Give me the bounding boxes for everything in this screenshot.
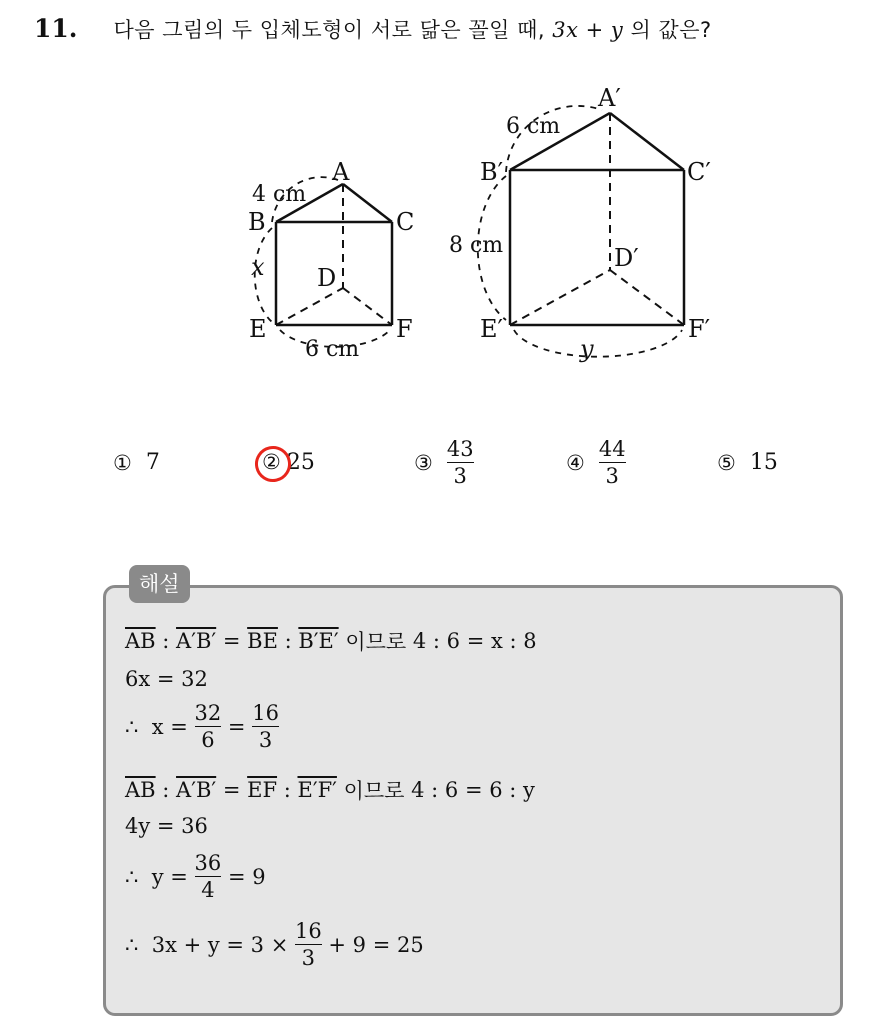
label-large-y: y bbox=[580, 335, 594, 363]
label-large-F: F′ bbox=[688, 315, 711, 343]
choice-2[interactable] bbox=[262, 450, 315, 475]
solution-line-5: 4y = 36 bbox=[125, 814, 208, 838]
label-large-be: 8 cm bbox=[449, 233, 504, 258]
segment-EF: $\overline{EF}$ bbox=[247, 778, 278, 802]
segment-AB: $\overline{AB}$ bbox=[125, 629, 156, 653]
ratio-colon: : bbox=[155, 778, 177, 802]
choice-5[interactable] bbox=[717, 450, 778, 475]
question-prompt-end: 의 값은? bbox=[630, 18, 712, 42]
label-large-ab: 6 cm bbox=[506, 114, 561, 139]
ratio-colon: : bbox=[277, 629, 299, 653]
solution-line-7 bbox=[125, 918, 424, 971]
choice-1-value: 7 bbox=[145, 450, 160, 475]
question-expression: 3x + y bbox=[552, 18, 624, 42]
label-large-E: E′ bbox=[480, 315, 503, 343]
choice-3-numerator: 43 bbox=[446, 437, 474, 461]
equals-sign: = bbox=[216, 629, 248, 653]
choice-2-marker bbox=[262, 450, 287, 475]
segment-BE: $\overline{BE}$ bbox=[247, 629, 278, 653]
question-number: 11. bbox=[34, 14, 78, 43]
prism-figure bbox=[0, 0, 884, 420]
denominator: 6 bbox=[201, 728, 215, 752]
segment-A-prime-B-prime: A′B′ bbox=[176, 629, 217, 653]
solution-line-2: 6x = 32 bbox=[125, 667, 208, 691]
small-prism-labels bbox=[248, 158, 414, 362]
numerator: 32 bbox=[194, 701, 222, 725]
large-prism bbox=[478, 106, 684, 357]
choice-3-number: ③ bbox=[414, 450, 433, 475]
label-small-ab: 4 cm bbox=[252, 182, 307, 207]
choice-4[interactable] bbox=[566, 436, 626, 489]
label-small-x: x bbox=[251, 253, 265, 281]
proportion: 4 : 6 = x : 8 bbox=[412, 629, 537, 653]
label-large-A: A′ bbox=[598, 84, 621, 112]
solution-line-4 bbox=[125, 775, 535, 805]
therefore-x: ∴ x = bbox=[125, 714, 195, 739]
label-small-D: D bbox=[317, 264, 337, 292]
label-large-B: B′ bbox=[480, 158, 504, 186]
therefore-final: ∴ 3x + y = 3 × bbox=[125, 932, 295, 957]
solution-label: 해설 bbox=[129, 565, 190, 603]
label-small-C: C bbox=[396, 208, 415, 236]
korean-connector: 이므로 bbox=[336, 779, 412, 803]
label-small-F: F bbox=[396, 315, 413, 343]
choice-2-number: ② bbox=[262, 450, 281, 474]
equals-sign: = bbox=[221, 714, 253, 739]
large-prism-labels bbox=[449, 84, 711, 363]
equals-sign: = bbox=[216, 778, 248, 802]
choice-2-value: 25 bbox=[286, 450, 315, 475]
label-large-D: D′ bbox=[614, 244, 639, 272]
choice-1[interactable] bbox=[113, 450, 160, 475]
label-small-E: E bbox=[249, 315, 267, 343]
question-prompt: 다음 그림의 두 입체도형이 서로 닮은 꼴일 때, bbox=[113, 18, 546, 42]
label-small-B: B bbox=[248, 208, 266, 236]
fraction-36-4 bbox=[195, 850, 222, 903]
label-small-A: A bbox=[332, 158, 350, 186]
solution-line-3 bbox=[125, 700, 279, 753]
choice-3-fraction bbox=[447, 436, 474, 489]
segment-AB: $\overline{AB}$ bbox=[125, 778, 156, 802]
fraction-16-3 bbox=[252, 700, 279, 753]
choice-5-value: 15 bbox=[749, 450, 778, 475]
ratio-colon: : bbox=[277, 778, 298, 802]
numerator: 16 bbox=[294, 919, 322, 943]
denominator: 4 bbox=[201, 878, 215, 902]
segment-E-prime-F-prime: E′F′ bbox=[297, 778, 337, 802]
fraction-16-3 bbox=[295, 918, 322, 971]
answer-choices bbox=[0, 436, 884, 496]
korean-connector: 이므로 bbox=[338, 630, 413, 654]
solution-line-6 bbox=[125, 850, 266, 903]
choice-4-number: ④ bbox=[566, 450, 585, 475]
denominator: 3 bbox=[301, 946, 316, 970]
label-small-ef: 6 cm bbox=[305, 337, 360, 362]
proportion: 4 : 6 = 6 : y bbox=[411, 778, 535, 802]
result: + 9 = 25 bbox=[321, 932, 424, 957]
fraction-32-6 bbox=[195, 700, 222, 753]
numerator: 16 bbox=[252, 701, 279, 725]
choice-4-fraction bbox=[599, 436, 626, 489]
ratio-colon: : bbox=[155, 629, 177, 653]
result: = 9 bbox=[221, 864, 266, 889]
choice-5-number: ⑤ bbox=[717, 450, 736, 475]
segment-A-prime-B-prime: A′B′ bbox=[176, 778, 217, 802]
segment-B-prime-E-prime: B′E′ bbox=[298, 629, 339, 653]
therefore-y: ∴ y = bbox=[125, 864, 195, 889]
solution-line-1 bbox=[125, 626, 537, 656]
choice-1-number: ① bbox=[113, 450, 132, 475]
choice-3-denominator: 3 bbox=[453, 464, 467, 488]
numerator: 36 bbox=[194, 851, 222, 875]
choice-4-denominator: 3 bbox=[605, 464, 619, 488]
choice-3[interactable] bbox=[414, 436, 474, 489]
denominator: 3 bbox=[258, 728, 273, 752]
label-large-C: C′ bbox=[687, 158, 711, 186]
choice-4-numerator: 44 bbox=[598, 437, 626, 461]
